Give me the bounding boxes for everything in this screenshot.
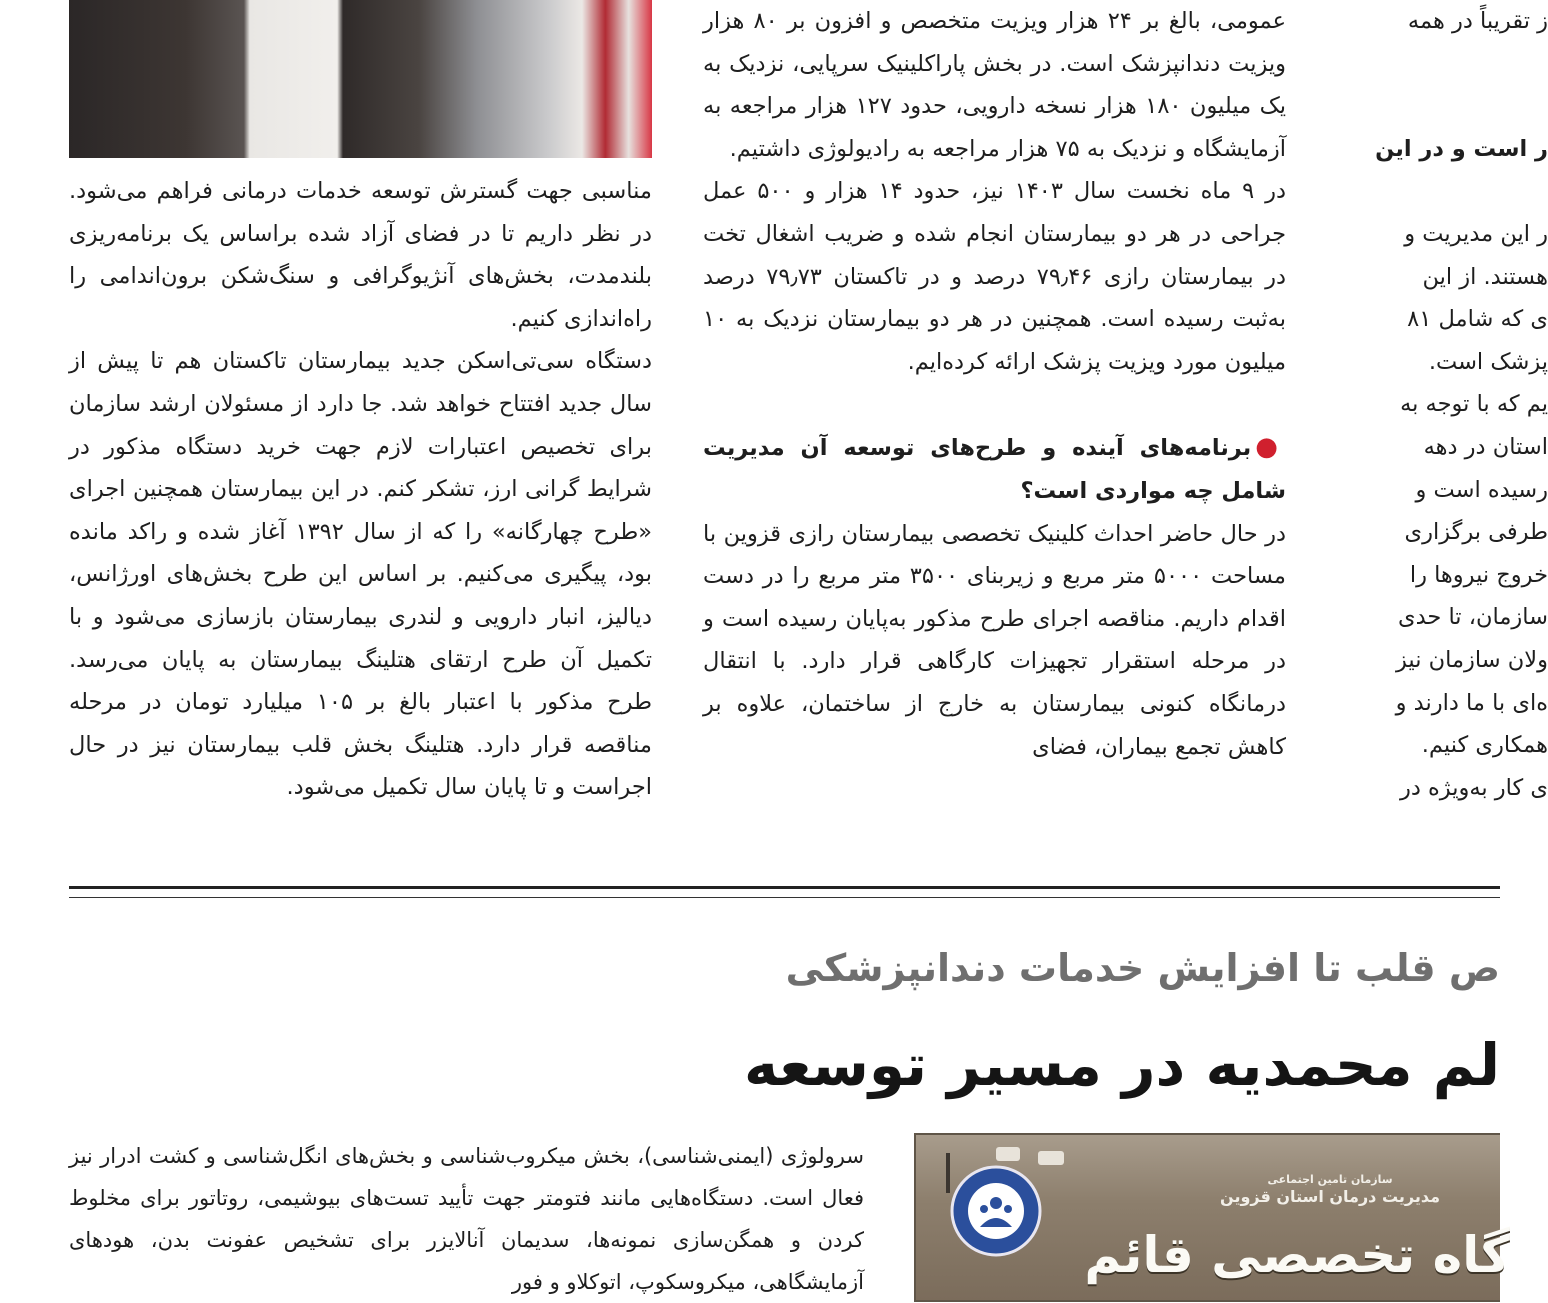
text-line: استان در دهه: [1423, 433, 1548, 460]
article-subhead: ص قلب تا افزایش خدمات دندانپزشکی: [785, 946, 1500, 990]
paragraph: در حال حاضر احداث کلینیک تخصصی بیمارستان رازی قزوین با مساحت ۵۰۰۰ متر مربع و زیربنای ۳۵۰۰ متر مربع را در دست اقدام داریم. مناقصه اجرای طرح مذکور به‌پایان رسیده است و در مرحله استقرار تجهیزات کارگاهی قرار دارد. با انتقال درمانگاه کنونی بیمارستان به خارج از ساختمان، علاوه بر کاهش تجمع بیماران، فضای: [703, 520, 1286, 760]
article-headline: لم محمدیه در مسیر توسعه: [743, 1031, 1500, 1099]
sign-title: گاه تخصصی قائم: [1084, 1226, 1510, 1284]
text-line: پزشک است.: [1428, 348, 1548, 375]
text-line: طرفی برگزاری: [1404, 519, 1548, 546]
sign-subtitle: [1220, 1173, 1440, 1207]
question-text: برنامه‌های آینده و طرح‌های توسعه آن مدیریت شامل چه مواردی است؟: [703, 435, 1286, 504]
text-line: یم که با توجه به: [1400, 391, 1548, 418]
section-divider-thin: [69, 897, 1500, 898]
article-column-right: [1338, 0, 1548, 812]
security-camera-icon: [1038, 1151, 1064, 1165]
section-divider: [69, 886, 1500, 889]
text-line: ولان سازمان نیز: [1396, 646, 1548, 673]
paragraph: دستگاه سی‌تی‌اسکن جدید بیمارستان تاکستان هم تا پیش از سال جدید افتتاح خواهد شد. جا دارد از مسئولان ارشد سازمان برای تخصیص اعتبارات لازم جهت خرید دستگاه مذکور در شرایط گرانی ارز، تشکر کنم. در این بیمارستان همچنین اجرای «طرح چهارگانه» را که از سال ۱۳۹۲ آغاز شده و راکد مانده بود، پیگیری می‌کنیم. بر اساس این طرح بخش‌های اورژانس، دیالیز، انبار دارویی و لندری بیمارستان بازسازی می‌شود و با تکمیل آن طرح ارتقای هتلینگ بیمارستان به پایان می‌رسد. طرح مذکور با اعتبار بالغ بر ۱۰۵ میلیارد تومان در مرحله مناقصه قرار دارد. هتلینگ بخش قلب بیمارستان نیز در حال اجراست و تا پایان سال تکمیل می‌شود.: [69, 348, 652, 801]
text-line: هستند. از این: [1422, 263, 1548, 290]
article-column-bottom: [69, 1135, 864, 1302]
article-column-middle: [703, 0, 1286, 862]
paragraph: عمومی، بالغ بر ۲۴ هزار ویزیت متخصص و افزون بر ۸۰ هزار ویزیت دندانپزشک است. در بخش پاراکلینیک سرپایی، نزدیک به یک میلیون ۱۸۰ هزار نسخه دارویی، حدود ۱۲۷ هزار مراجعه به آزمایشگاه و نزدیک به ۷۵ هزار مراجعه به رادیولوژی داشتیم.: [703, 8, 1286, 162]
text-line: ه‌ای با ما دارند و: [1395, 689, 1548, 716]
text-line: ر این مدیریت و: [1404, 220, 1548, 247]
interview-question-fragment: ر است و در این: [1375, 135, 1548, 162]
text-line: ی که شامل ۸۱: [1407, 306, 1548, 333]
text-line: خروج نیروها را: [1409, 561, 1548, 588]
paragraph: سرولوژی (ایمنی‌شناسی)، بخش میکروب‌شناسی و بخش‌های انگل‌شناسی و کشت ادرار نیز فعال است. دستگاه‌هایی مانند فتومتر جهت تأیید تست‌های بیوشیمی، روتاتور برای مخلوط کردن و همگن‌سازی نمونه‌ها، سدیمان آنالایزر برای تشخیص عفونت بدن، هودهای آزمایشگاهی، میکروسکوپ، اتوکلاو و فور: [69, 1144, 864, 1294]
paragraph: در ۹ ماه نخست سال ۱۴۰۳ نیز، حدود ۱۴ هزار و ۵۰۰ عمل جراحی در هر دو بیمارستان انجام شده و ضریب اشغال تخت در بیمارستان رازی ۷۹٫۴۶ درصد و در تاکستان ۷۹٫۷۳ درصد به‌ثبت رسیده است. همچنین در هر دو بیمارستان نزدیک به ۱۰ میلیون مورد ویزیت پزشک ارائه کرده‌ایم.: [703, 178, 1286, 375]
text-line: سازمان، تا حدی: [1397, 604, 1548, 631]
text-line: همکاری کنیم.: [1421, 732, 1548, 759]
article-column-left: [69, 170, 652, 860]
text-line: ز تقریباً در همه: [1407, 8, 1548, 34]
clinic-sign-photo: [914, 1133, 1510, 1302]
text-line: رسیده است و: [1415, 476, 1548, 503]
top-photo: [69, 0, 652, 158]
red-bullet-icon: ●: [1255, 432, 1287, 463]
social-security-logo-icon: [950, 1165, 1042, 1257]
sign-org-name: سازمان تامین اجتماعی: [1267, 1173, 1393, 1186]
security-camera-icon: [996, 1147, 1020, 1161]
paragraph: مناسبی جهت گسترش توسعه خدمات درمانی فراهم می‌شود. در نظر داریم تا در فضای آزاد شده براساس یک برنامه‌ریزی بلندمدت، بخش‌های آنژیوگرافی و سنگ‌شکن برون‌اندامی را راه‌اندازی کنیم.: [69, 178, 652, 332]
sign-department: مدیریت درمان استان قزوین: [1220, 1187, 1440, 1206]
text-line: ی کار به‌ویژه در: [1399, 774, 1548, 801]
interview-question: [703, 426, 1286, 512]
